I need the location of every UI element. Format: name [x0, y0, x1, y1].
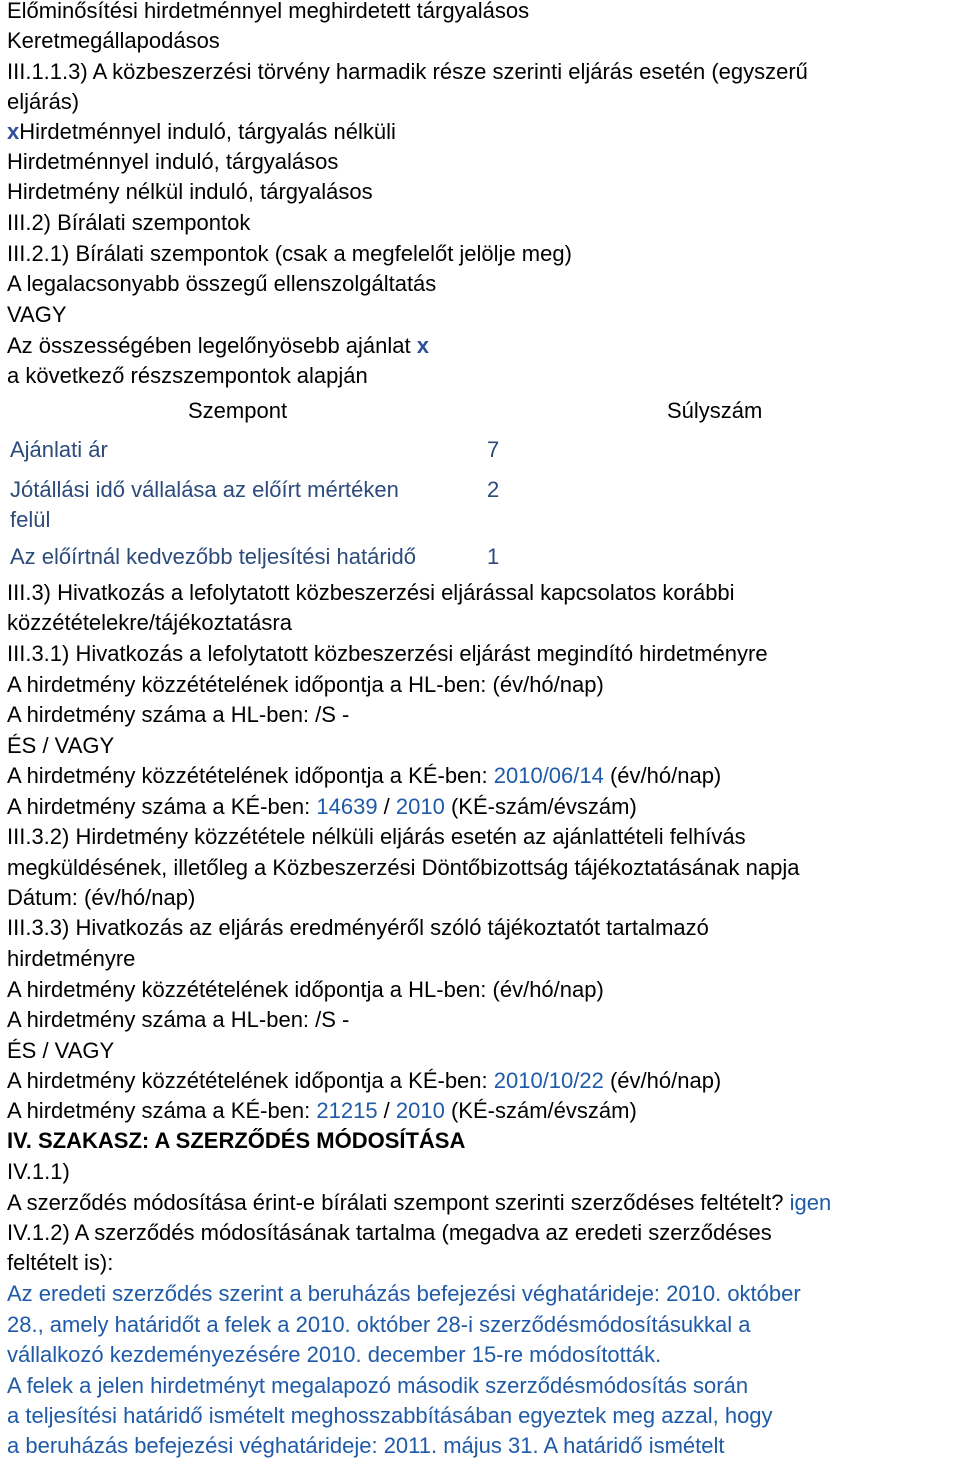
section-heading: III.2.1) Bírálati szempontok (csak a megfelelőt jelölje meg)	[7, 241, 572, 266]
field-unit: (év/hó/nap)	[603, 1068, 722, 1093]
criterion-name: Jótállási idő vállalása az előírt mértéken	[10, 477, 399, 502]
notice-number: 21215	[316, 1098, 378, 1123]
criteria-header-weight: Súlyszám	[667, 398, 763, 423]
text-line	[7, 1188, 831, 1218]
text-line	[7, 1066, 721, 1096]
section-heading: III.3.3) Hivatkozás az eljárás eredményéről szóló tájékoztatót tartalmazó	[7, 915, 709, 940]
criterion-name: felül	[10, 507, 51, 532]
answer-value: igen	[789, 1190, 832, 1215]
question-label: A szerződés módosítása érint-e bírálati szempont szerinti szerződéses feltételt?	[7, 1190, 790, 1215]
notice-year: 2010	[395, 1098, 445, 1123]
text-line: eljárás)	[7, 89, 80, 114]
modification-text: A felek a jelen hirdetményt megalapozó második szerződésmódosítás során	[7, 1373, 749, 1398]
notice-year: 2010	[395, 794, 445, 819]
text-line: A hirdetmény közzétételének időpontja a HL-ben: (év/hó/nap)	[7, 977, 604, 1002]
field-unit: (KÉ-szám/évszám)	[444, 1098, 637, 1123]
text-line: közzétételekre/tájékoztatásra	[7, 610, 292, 635]
modification-text: Az eredeti szerződés szerint a beruházás befejezési véghatárideje: 2010. október	[7, 1281, 801, 1306]
text-line	[7, 792, 637, 822]
text-line	[7, 1096, 637, 1126]
text-line: Dátum: (év/hó/nap)	[7, 885, 196, 910]
option-line: Hirdetménnyel induló, tárgyalásos	[7, 149, 339, 174]
text-line: VAGY	[7, 302, 67, 327]
section-heading: III.3.1) Hivatkozás a lefolytatott közbeszerzési eljárást megindító hirdetményre	[7, 641, 768, 666]
criteria-header-criterion: Szempont	[188, 398, 288, 423]
publication-date: 2010/10/22	[493, 1068, 604, 1093]
option-line: Hirdetmény nélkül induló, tárgyalásos	[7, 179, 373, 204]
separator: /	[377, 1098, 396, 1123]
text-line: ÉS / VAGY	[7, 1038, 115, 1063]
criterion-weight: 1	[487, 544, 500, 569]
text-line: Előminősítési hirdetménnyel meghirdetett tárgyalásos	[7, 0, 530, 23]
section-heading: IV.1.2) A szerződés módosításának tartalma (megadva az eredeti szerződéses	[7, 1220, 772, 1245]
criterion-weight: 7	[487, 437, 500, 462]
section-heading: III.3.2) Hirdetmény közzététele nélküli eljárás esetén az ajánlattételi felhívás	[7, 824, 746, 849]
modification-text: 28., amely határidőt a felek a 2010. október 28-i szerződésmódosításukkal a	[7, 1312, 751, 1337]
selection-mark: x	[416, 333, 429, 358]
modification-text: a teljesítési határidő ismételt meghosszabbításában egyeztek meg azzal, hogy	[7, 1403, 773, 1428]
text-line: Keretmegállapodásos	[7, 28, 220, 53]
section-heading: III.2) Bírálati szempontok	[7, 210, 251, 235]
field-label: A hirdetmény száma a KÉ-ben:	[7, 794, 317, 819]
part-heading: IV. SZAKASZ: A SZERZŐDÉS MÓDOSÍTÁSA	[7, 1128, 466, 1153]
section-heading: III.1.1.3) A közbeszerzési törvény harmadik része szerinti eljárás esetén (egyszerű	[7, 59, 808, 84]
text-line: megküldésének, illetőleg a Közbeszerzési Döntőbizottság tájékoztatásának napja	[7, 855, 800, 880]
field-label: A hirdetmény közzétételének időpontja a KÉ-ben:	[7, 763, 494, 788]
field-unit: (év/hó/nap)	[603, 763, 722, 788]
text-line: ÉS / VAGY	[7, 733, 115, 758]
text-line: A hirdetmény közzétételének időpontja a HL-ben: (év/hó/nap)	[7, 672, 604, 697]
notice-number: 14639	[316, 794, 378, 819]
text-line: hirdetményre	[7, 946, 136, 971]
option-label: Az összességében legelőnyösebb ajánlat	[7, 333, 417, 358]
option-line: A legalacsonyabb összegű ellenszolgáltatás	[7, 271, 437, 296]
text-line: A hirdetmény száma a HL-ben: /S -	[7, 1007, 350, 1032]
section-heading: IV.1.1)	[7, 1159, 70, 1184]
publication-date: 2010/06/14	[493, 763, 604, 788]
field-label: A hirdetmény száma a KÉ-ben:	[7, 1098, 317, 1123]
option-label: Hirdetménnyel induló, tárgyalás nélküli	[19, 119, 396, 144]
option-line	[7, 117, 396, 147]
text-line	[7, 761, 721, 791]
criterion-name: Az előírtnál kedvezőbb teljesítési határidő	[10, 544, 417, 569]
text-line: A hirdetmény száma a HL-ben: /S -	[7, 702, 350, 727]
modification-text: a beruházás befejezési véghatárideje: 2011. május 31. A határidő ismételt	[7, 1433, 725, 1458]
text-line: a következő részszempontok alapján	[7, 363, 368, 388]
separator: /	[377, 794, 396, 819]
field-label: A hirdetmény közzétételének időpontja a KÉ-ben:	[7, 1068, 494, 1093]
criterion-weight: 2	[487, 477, 500, 502]
selection-mark: x	[7, 119, 20, 144]
field-unit: (KÉ-szám/évszám)	[444, 794, 637, 819]
section-heading: III.3) Hivatkozás a lefolytatott közbeszerzési eljárással kapcsolatos korábbi	[7, 580, 735, 605]
modification-text: vállalkozó kezdeményezésére 2010. december 15-re módosították.	[7, 1342, 662, 1367]
criterion-name: Ajánlati ár	[10, 437, 108, 462]
option-line	[7, 331, 429, 361]
text-line: feltételt is):	[7, 1250, 114, 1275]
